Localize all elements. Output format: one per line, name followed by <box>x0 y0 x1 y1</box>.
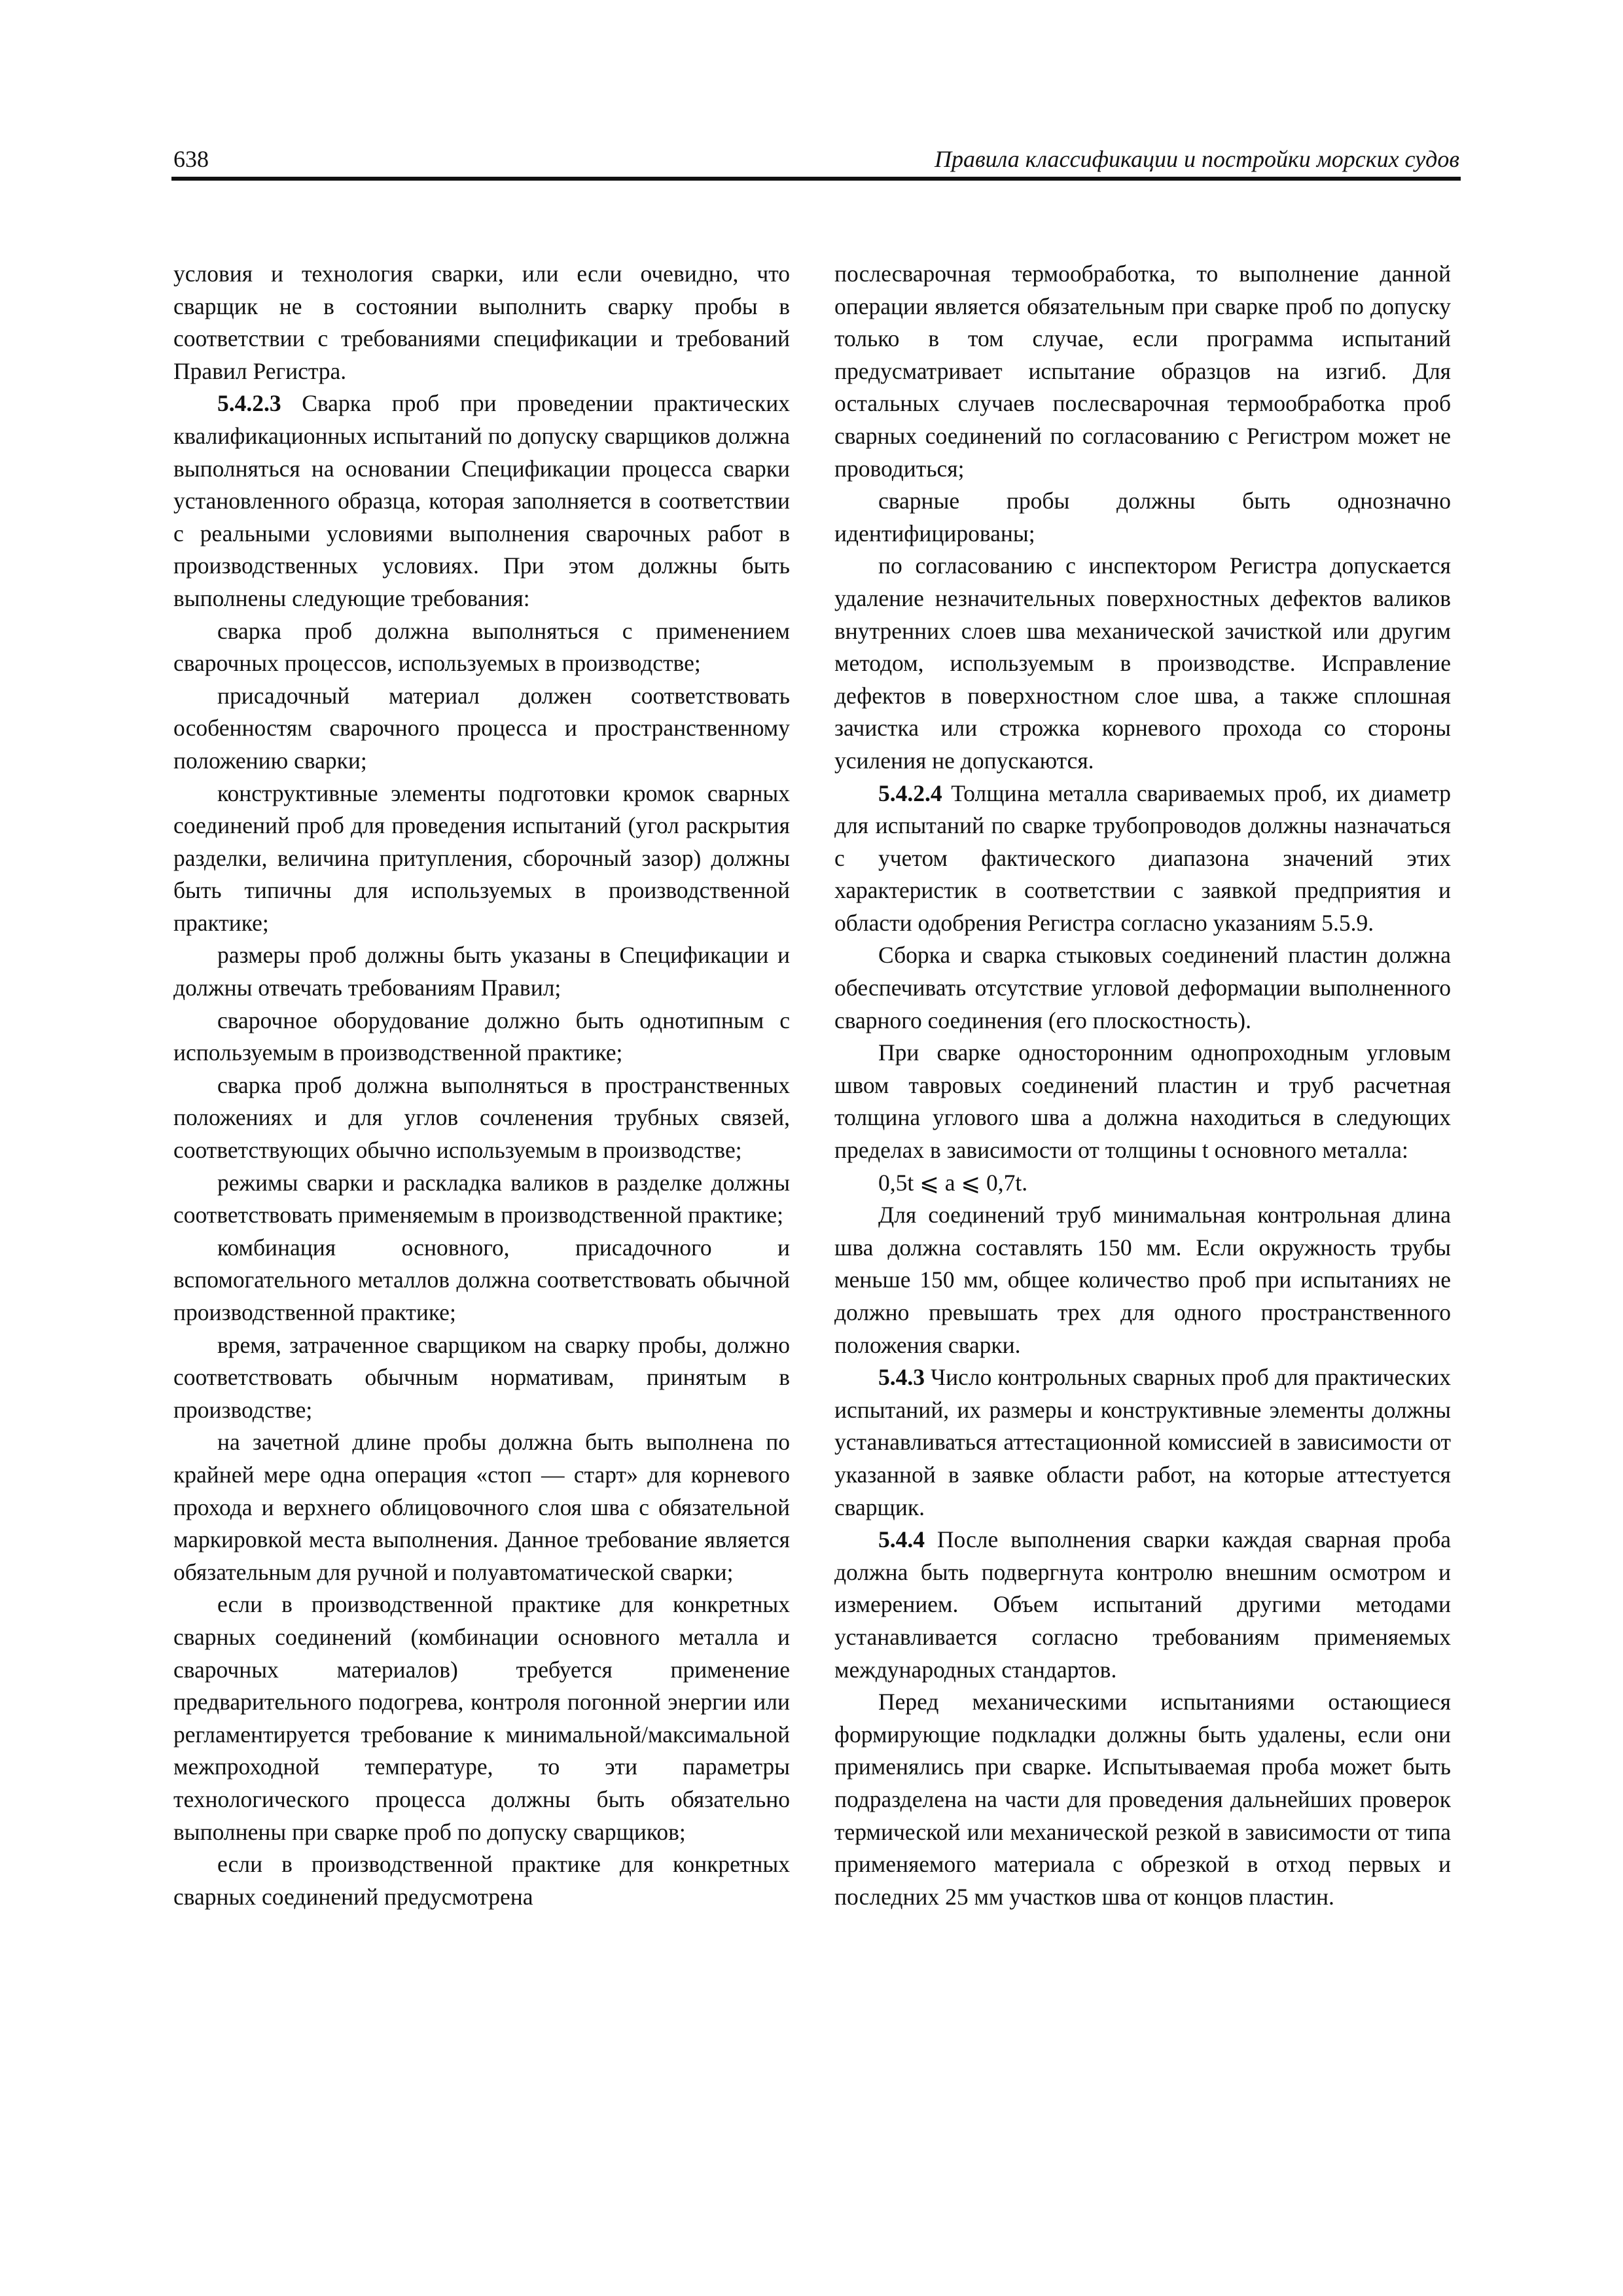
paragraph <box>173 387 790 615</box>
paragraph-text: Число контрольных сварных проб для практических испытаний, их размеры и конструктивные элементы должны устанавливаться аттестационной комиссией в зависимости от указанной в заявке области работ, на которые аттестуется сварщик. <box>834 1364 1451 1520</box>
running-title: Правила классификации и постройки морских судов <box>935 146 1459 172</box>
list-item: режимы сварки и раскладка валиков в разделке должны соответствовать применяемым в производственной практике; <box>173 1169 790 1229</box>
formula: 0,5t ⩽ a ⩽ 0,7t. <box>878 1169 1028 1196</box>
paragraph-text: После выполнения сварки каждая сварная проба должна быть подвергнута контролю внешним осмотром и измерением. Объем испытаний другими методами устанавливается согласно требованиям применяемых международных стандартов. <box>834 1526 1451 1683</box>
left-column <box>173 258 790 1913</box>
page-number: 638 <box>173 146 209 172</box>
paragraph: послесварочная термообработка, то выполнение данной операции является обязательным при сварке проб по допуску только в том случае, если программа испытаний предусматривает испытание образцов на изгиб. Для остальных случаев послесварочная термообработка проб сварных соединений по согласованию с Регистром может не проводиться; <box>834 260 1451 482</box>
paragraph: Сборка и сварка стыковых соединений пластин должна обеспечивать отсутствие угловой деформации выполненного сварного соединения (его плоскостность). <box>834 942 1451 1033</box>
right-column <box>834 258 1451 1913</box>
paragraph-text: Толщина металла свариваемых проб, их диаметр для испытаний по сварке трубопроводов должны назначаться с учетом фактического диапазона значений этих характеристик в соответствии с заявкой предприятия и области одобрения Регистра согласно указаниям 5.5.9. <box>834 780 1451 936</box>
list-item: размеры проб должны быть указаны в Спецификации и должны отвечать требованиям Правил; <box>173 942 790 1001</box>
section-number: 5.4.2.3 <box>217 390 281 417</box>
list-item: сварочное оборудование должно быть однотипным с используемым в производственной практике; <box>173 1007 790 1066</box>
paragraph: условия и технология сварки, или если очевидно, что сварщик не в состоянии выполнить сварку пробы в соответствии с требованиями спецификации и требований Правил Регистра. <box>173 260 790 384</box>
list-item: сварные пробы должны быть однозначно идентифицированы; <box>834 488 1451 547</box>
list-item: на зачетной длине пробы должна быть выполнена по крайней мере одна операция «стоп — старт» для корневого прохода и верхнего облицовочного слоя шва с обязательной маркировкой места выполнения. Данное требование является обязательным для ручной и полуавтоматической сварки; <box>173 1429 790 1585</box>
list-item: если в производственной практике для конкретных сварных соединений предусмотрена <box>173 1851 790 1910</box>
section-number: 5.4.3 <box>878 1364 925 1391</box>
paragraph <box>834 778 1451 940</box>
paragraph <box>834 1524 1451 1686</box>
paragraph: Перед механическими испытаниями остающиеся формирующие подкладки должны быть удалены, если они применялись при сварке. Испытываемая проба может быть подразделена на части для проведения дальнейших проверок термической или механической резкой в зависимости от типа применяемого материала с обрезкой в отход первых и последних 25 мм участков шва от концов пластин. <box>834 1689 1451 1910</box>
paragraph: При сварке односторонним однопроходным угловым швом тавровых соединений пластин и труб расчетная толщина углового шва a должна находиться в следующих пределах в зависимости от толщины t основного металла: <box>834 1039 1451 1164</box>
list-item: присадочный материал должен соответствовать особенностям сварочного процесса и пространственному положению сварки; <box>173 682 790 774</box>
paragraph: Для соединений труб минимальная контрольная длина шва должна составлять 150 мм. Если окружность трубы меньше 150 мм, общее количество проб при испытаниях не должно превышать трех для одного пространственного положения сварки. <box>834 1202 1451 1358</box>
paragraph <box>834 1361 1451 1524</box>
list-item: конструктивные элементы подготовки кромок сварных соединений проб для проведения испытаний (угол раскрытия разделки, величина притупления, сборочный зазор) должны быть типичны для используемых в производственной практике; <box>173 780 790 936</box>
list-item: комбинация основного, присадочного и вспомогательного металлов должна соответствовать обычной производственной практике; <box>173 1234 790 1325</box>
section-number: 5.4.2.4 <box>878 780 942 806</box>
header-rule <box>171 177 1461 181</box>
list-item: по согласованию с инспектором Регистра допускается удаление незначительных поверхностных дефектов валиков внутренних слоев шва механической зачисткой или другим методом, используемым в производстве. Исправление дефектов в поверхностном слое шва, а также сплошная зачистка или строжка корневого прохода со стороны усиления не допускаются. <box>834 552 1451 774</box>
paragraph-text: Сварка проб при проведении практических квалификационных испытаний по допуску сварщиков должна выполняться на основании Спецификации процесса сварки установленного образца, которая заполняется в соответствии с реальными условиями выполнения сварочных работ в производственных условиях. При этом должны быть выполнены следующие требования: <box>173 390 790 611</box>
list-item: если в производственной практике для конкретных сварных соединений (комбинации основного металла и сварочных материалов) требуется применение предварительного подогрева, контроля погонной энергии или регламентируется требование к минимальной/максимальной межпроходной температуре, то эти параметры технологического процесса должны быть обязательно выполнены при сварке проб по допуску сварщиков; <box>173 1591 790 1845</box>
section-number: 5.4.4 <box>878 1526 925 1553</box>
list-item: время, затраченное сварщиком на сварку пробы, должно соответствовать обычным нормативам, принятым в производстве; <box>173 1331 790 1423</box>
list-item: сварка проб должна выполняться с применением сварочных процессов, используемых в производстве; <box>173 617 790 677</box>
list-item: сварка проб должна выполняться в пространственных положениях и для углов сочленения трубных связей, соответствующих обычно используемым в производстве; <box>173 1071 790 1164</box>
